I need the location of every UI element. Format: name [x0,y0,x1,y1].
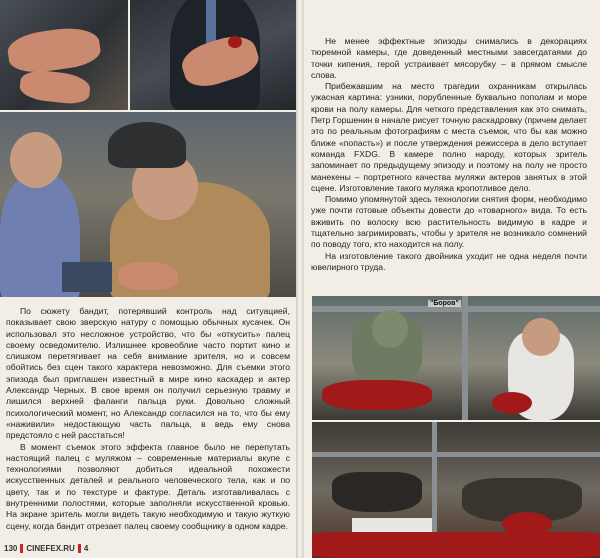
blood-spot [228,36,242,48]
photo-cell-floor-scene [312,422,600,558]
blood-floor [312,532,600,558]
blood-pool [322,380,432,410]
dummy-face [372,310,408,348]
face-shape [522,318,560,356]
page-number: 130 [4,543,18,553]
paragraph: Прибежавшим на место трагедии охранникам открылась ужасная картина: узники, порубленные буквально пополам и море крови на полу камеры. Для четкого представления как это снимать, Петр Горшенин в начале рисует точную раскадровку (причем делает это по реальным фотографиям с места съемок, что бы как можно ближе «попасть») и после утверждения режиссера в дело вступает команда FXDG. В камере полно народу, которых зритель запоминает по предыдущему эпизоду и поэтому на полу не просто манекены – портретного качества муляжи актеров занятых в этой сцене. Изготовление такого муляжа кропотливое дело. [311,81,587,193]
page-folio [4,541,88,555]
page-gutter [296,0,304,558]
photo-makeup-artists-workshop [0,112,296,297]
folio-accent-bar [78,544,81,553]
blood-pool [502,512,552,536]
bunk-rail [312,452,600,457]
dummy-figure [332,472,422,512]
paragraph: Помимо упомянутой здесь технологии снятия форм, необходимо уже почти готовые объекты довести до «товарного» вида. То есть вживить по волоску всю растительность видимую в кадре и тщательно загримировать, чтобы у зрителя не возникало сомнений по поводу того, кто находится на полу. [311,194,587,250]
hand-shape [118,262,178,290]
paragraph: В момент съемок этого эффекта главное было не перепутать настоящий палец с муляжом – современные материалы вкупе с технологиями позволяют добиться идеальной похожести искусственных деталей и реального человеческого тела, как и по цвету, так и по текстуре и фактуре. Деталь изготавливалась с внутренними полостями, которые заполняли искусственной кровью. На экране зритель могли видеть такую необходимую и такую жуткую сцену, когда бандит отрезает палец своему сообщнику в одном кадре. [6,441,290,531]
blood-pool [492,392,532,414]
paragraph: Не менее эффектные эпизоды снимались в декорациях тюремной камеры, где доведенный местными завсегдатаями до точки кипения, герой устраивает мясорубку – в прямом смысле слова. [311,36,587,80]
site-name: CINEFEX.RU [26,543,75,553]
paragraph: На изготовление такого двойника уходит не одна неделя почти ювелирного труда. [311,250,587,272]
photo-bleeding-finger [130,0,296,110]
article-text-left [6,306,290,532]
face-shape [10,132,62,188]
photo-prison-cell-dummies [312,296,600,420]
paragraph: По сюжету бандит, потерявший контроль над ситуацией, показывает свою зверскую натуру с помощью обычных кусачек. Он использовал это несложное устройство, что бы «откусить» палец своему осведомителю. Излишнее кровеоблие часто портит кино и слишком перетягивает на себя внимание зрителя, но и совсем обойтись без сцен такого характера невозможно. Для съемки этого эпизода был приглашен известный в мире кино каскадер и актер Александр Черных. В свое время он получил серьезную травму и лишился верхней фаланги пальца руки. Довольно сложный психологический момент, но Александр согласился на то, что бы ему «наживили» недостающую часть пальца, в ведь ему снова предстояло с ней расстаться! [6,306,290,441]
photo-caption-label: "Боров" [430,300,459,307]
hand-shape [19,68,92,105]
photo-injured-hand-closeup [0,0,128,110]
hand-shape [6,24,103,76]
cap-shape [108,122,186,168]
laptop-shape [62,262,112,292]
issue-number: 4 [83,543,89,553]
folio-accent-bar [20,544,23,553]
article-text-right [311,36,587,273]
bunk-post [462,296,468,420]
